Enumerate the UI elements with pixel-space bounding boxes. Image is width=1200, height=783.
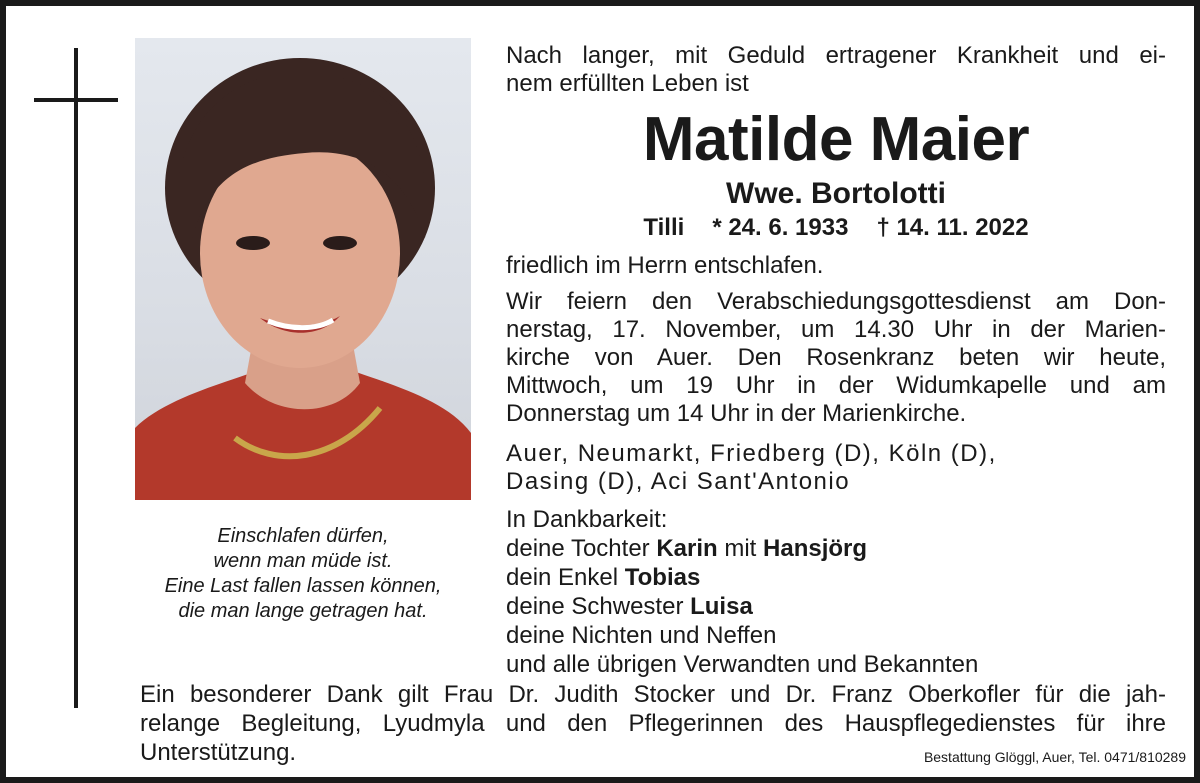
portrait-photo: [135, 38, 471, 500]
service-line: Mittwoch, um 19 Uhr in der Widumkapelle und am: [506, 372, 1166, 399]
intro-line: nem erfüllten Leben ist: [506, 70, 749, 97]
memorial-poem: [135, 524, 471, 624]
service-info: [506, 288, 1166, 428]
eye-right-shape: [323, 236, 357, 250]
death-date: † 14. 11. 2022: [876, 214, 1029, 241]
mourner-name: Luisa: [690, 593, 753, 620]
service-line: Wir feiern den Verabschiedungsgottesdienst am Don-: [506, 288, 1166, 315]
poem-line: die man lange getragen hat.: [178, 600, 428, 622]
poem-line: wenn man müde ist.: [213, 550, 393, 572]
acknowledgement-line: Ein besonderer Dank gilt Frau Dr. Judith Stocker und Dr. Franz Oberkofler für die jah-: [140, 681, 1166, 708]
mourner-line: deine Nichten und Neffen: [506, 622, 777, 649]
mourner-line: deine Schwester Luisa: [506, 593, 753, 620]
service-line: kirche von Auer. Den Rosenkranz beten wir heute,: [506, 344, 1166, 371]
nickname: Tilli: [643, 214, 685, 241]
mourner-line: und alle übrigen Verwandten und Bekannten: [506, 651, 979, 678]
mourners-list: [506, 505, 1166, 679]
cross-icon-bar: [34, 98, 118, 102]
deceased-name: Matilde Maier: [642, 105, 1030, 174]
mourner-line: dein Enkel Tobias: [506, 564, 701, 591]
places-list: [506, 440, 1166, 496]
thanks-heading: In Dankbarkeit:: [506, 506, 668, 533]
mourner-name: Tobias: [624, 564, 701, 591]
rest-text: friedlich im Herrn entschlafen.: [506, 252, 824, 279]
life-dates: [506, 212, 1166, 244]
poem-line: Einschlafen dürfen,: [217, 525, 389, 547]
mourner-line: deine Tochter Karin mit Hansjörg: [506, 535, 868, 562]
widow-name: Wwe. Bortolotti: [726, 177, 946, 210]
acknowledgement-line: relange Begleitung, Lyudmyla und den Pflegerinnen des Hauspflegedienstes für ihre: [140, 710, 1166, 737]
service-line: nerstag, 17. November, um 14.30 Uhr in der Marien-: [506, 316, 1166, 343]
places-line: Auer, Neumarkt, Friedberg (D), Köln (D),: [506, 440, 997, 467]
cross-icon: [74, 48, 78, 708]
intro-text: [506, 42, 1166, 98]
poem-line: Eine Last fallen lassen können,: [164, 575, 442, 597]
mourner-name: Karin: [656, 535, 718, 562]
undertaker-contact: Bestattung Glöggl, Auer, Tel. 0471/810289: [923, 749, 1186, 765]
places-line: Dasing (D), Aci Sant'Antonio: [506, 468, 851, 495]
eye-left-shape: [236, 236, 270, 250]
acknowledgement-line: Unterstützung.: [140, 739, 297, 766]
mourner-name: Hansjörg: [763, 535, 868, 562]
intro-line: Nach langer, mit Geduld ertragener Krankheit und ei-: [506, 42, 1166, 69]
birth-date: * 24. 6. 1933: [712, 214, 849, 241]
service-line: Donnerstag um 14 Uhr in der Marienkirche.: [506, 400, 967, 427]
